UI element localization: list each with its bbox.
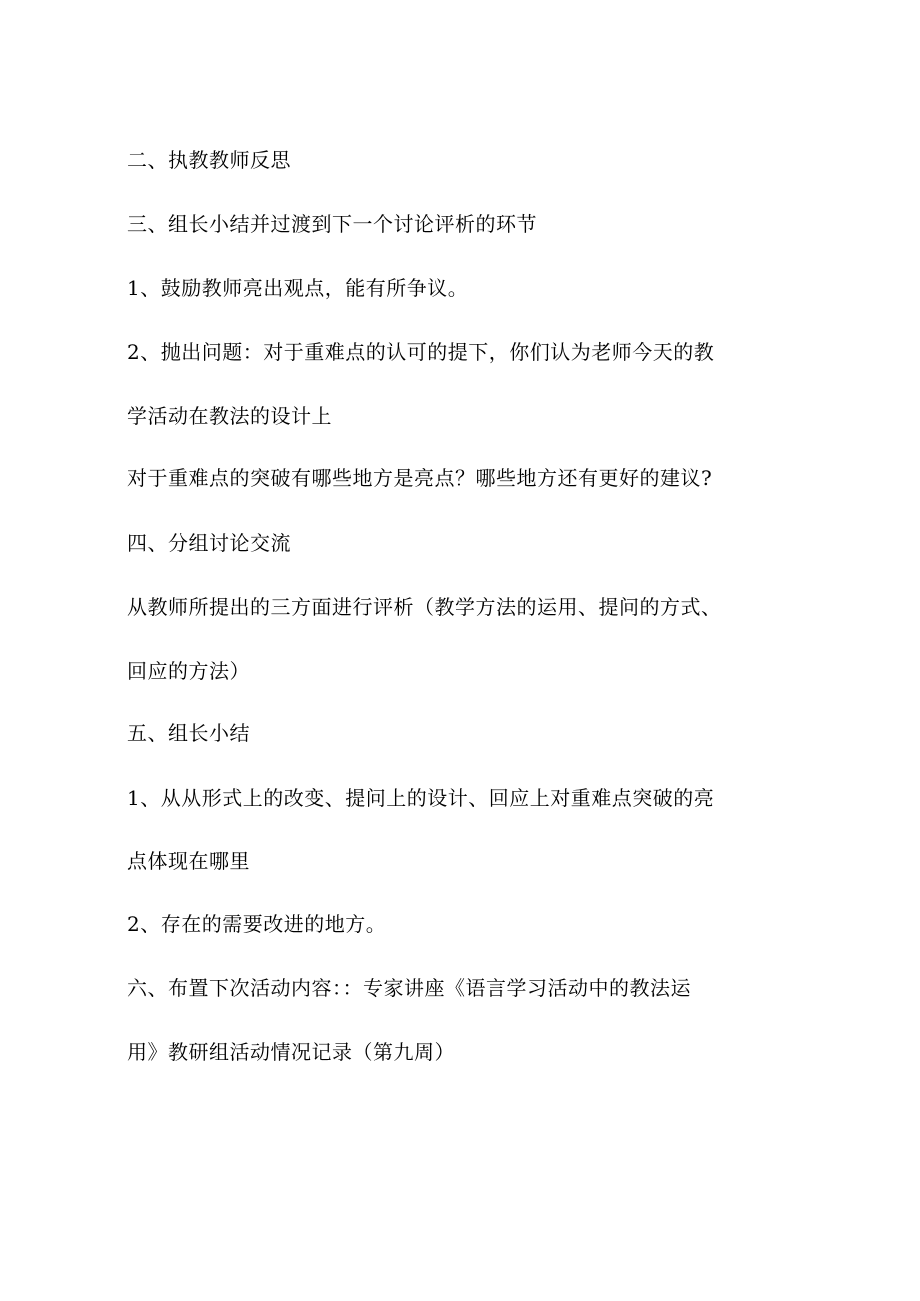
list-item-encourage-opinions: 1、鼓励教师亮出观点，能有所争议。 [127,276,469,300]
paragraph-three-aspects: 从教师所提出的三方面进行评析（教学方法的运用、提问的方式、 [127,595,722,619]
section-heading-next-activity: 六、布置下次活动内容：：专家讲座《语言学习活动中的教法运 [127,976,691,1000]
list-item-pose-question-continued: 学活动在教法的设计上 [127,404,332,428]
paragraph-three-aspects-continued: 回应的方法） [127,659,250,683]
section-heading-group-leader-conclusion: 五、组长小结 [127,721,250,745]
list-item-highlights-continued: 点体现在哪里 [127,849,250,873]
list-item-pose-question: 2、抛出问题：对于重难点的认可的提下，你们认为老师今天的教 [127,340,715,364]
list-item-highlights: 1、从从形式上的改变、提问上的设计、回应上对重难点突破的亮 [127,786,715,810]
section-heading-next-activity-continued: 用》教研组活动情况记录（第九周） [127,1040,455,1064]
section-heading-group-discussion: 四、分组讨论交流 [127,531,291,555]
section-heading-group-leader-summary: 三、组长小结并过渡到下一个讨论评析的环节 [127,212,537,236]
list-item-improvements: 2、存在的需要改进的地方。 [127,912,387,936]
paragraph-breakthrough-question: 对于重难点的突破有哪些地方是亮点？哪些地方还有更好的建议? [127,466,713,490]
section-heading-teacher-reflection: 二、执教教师反思 [127,148,291,172]
